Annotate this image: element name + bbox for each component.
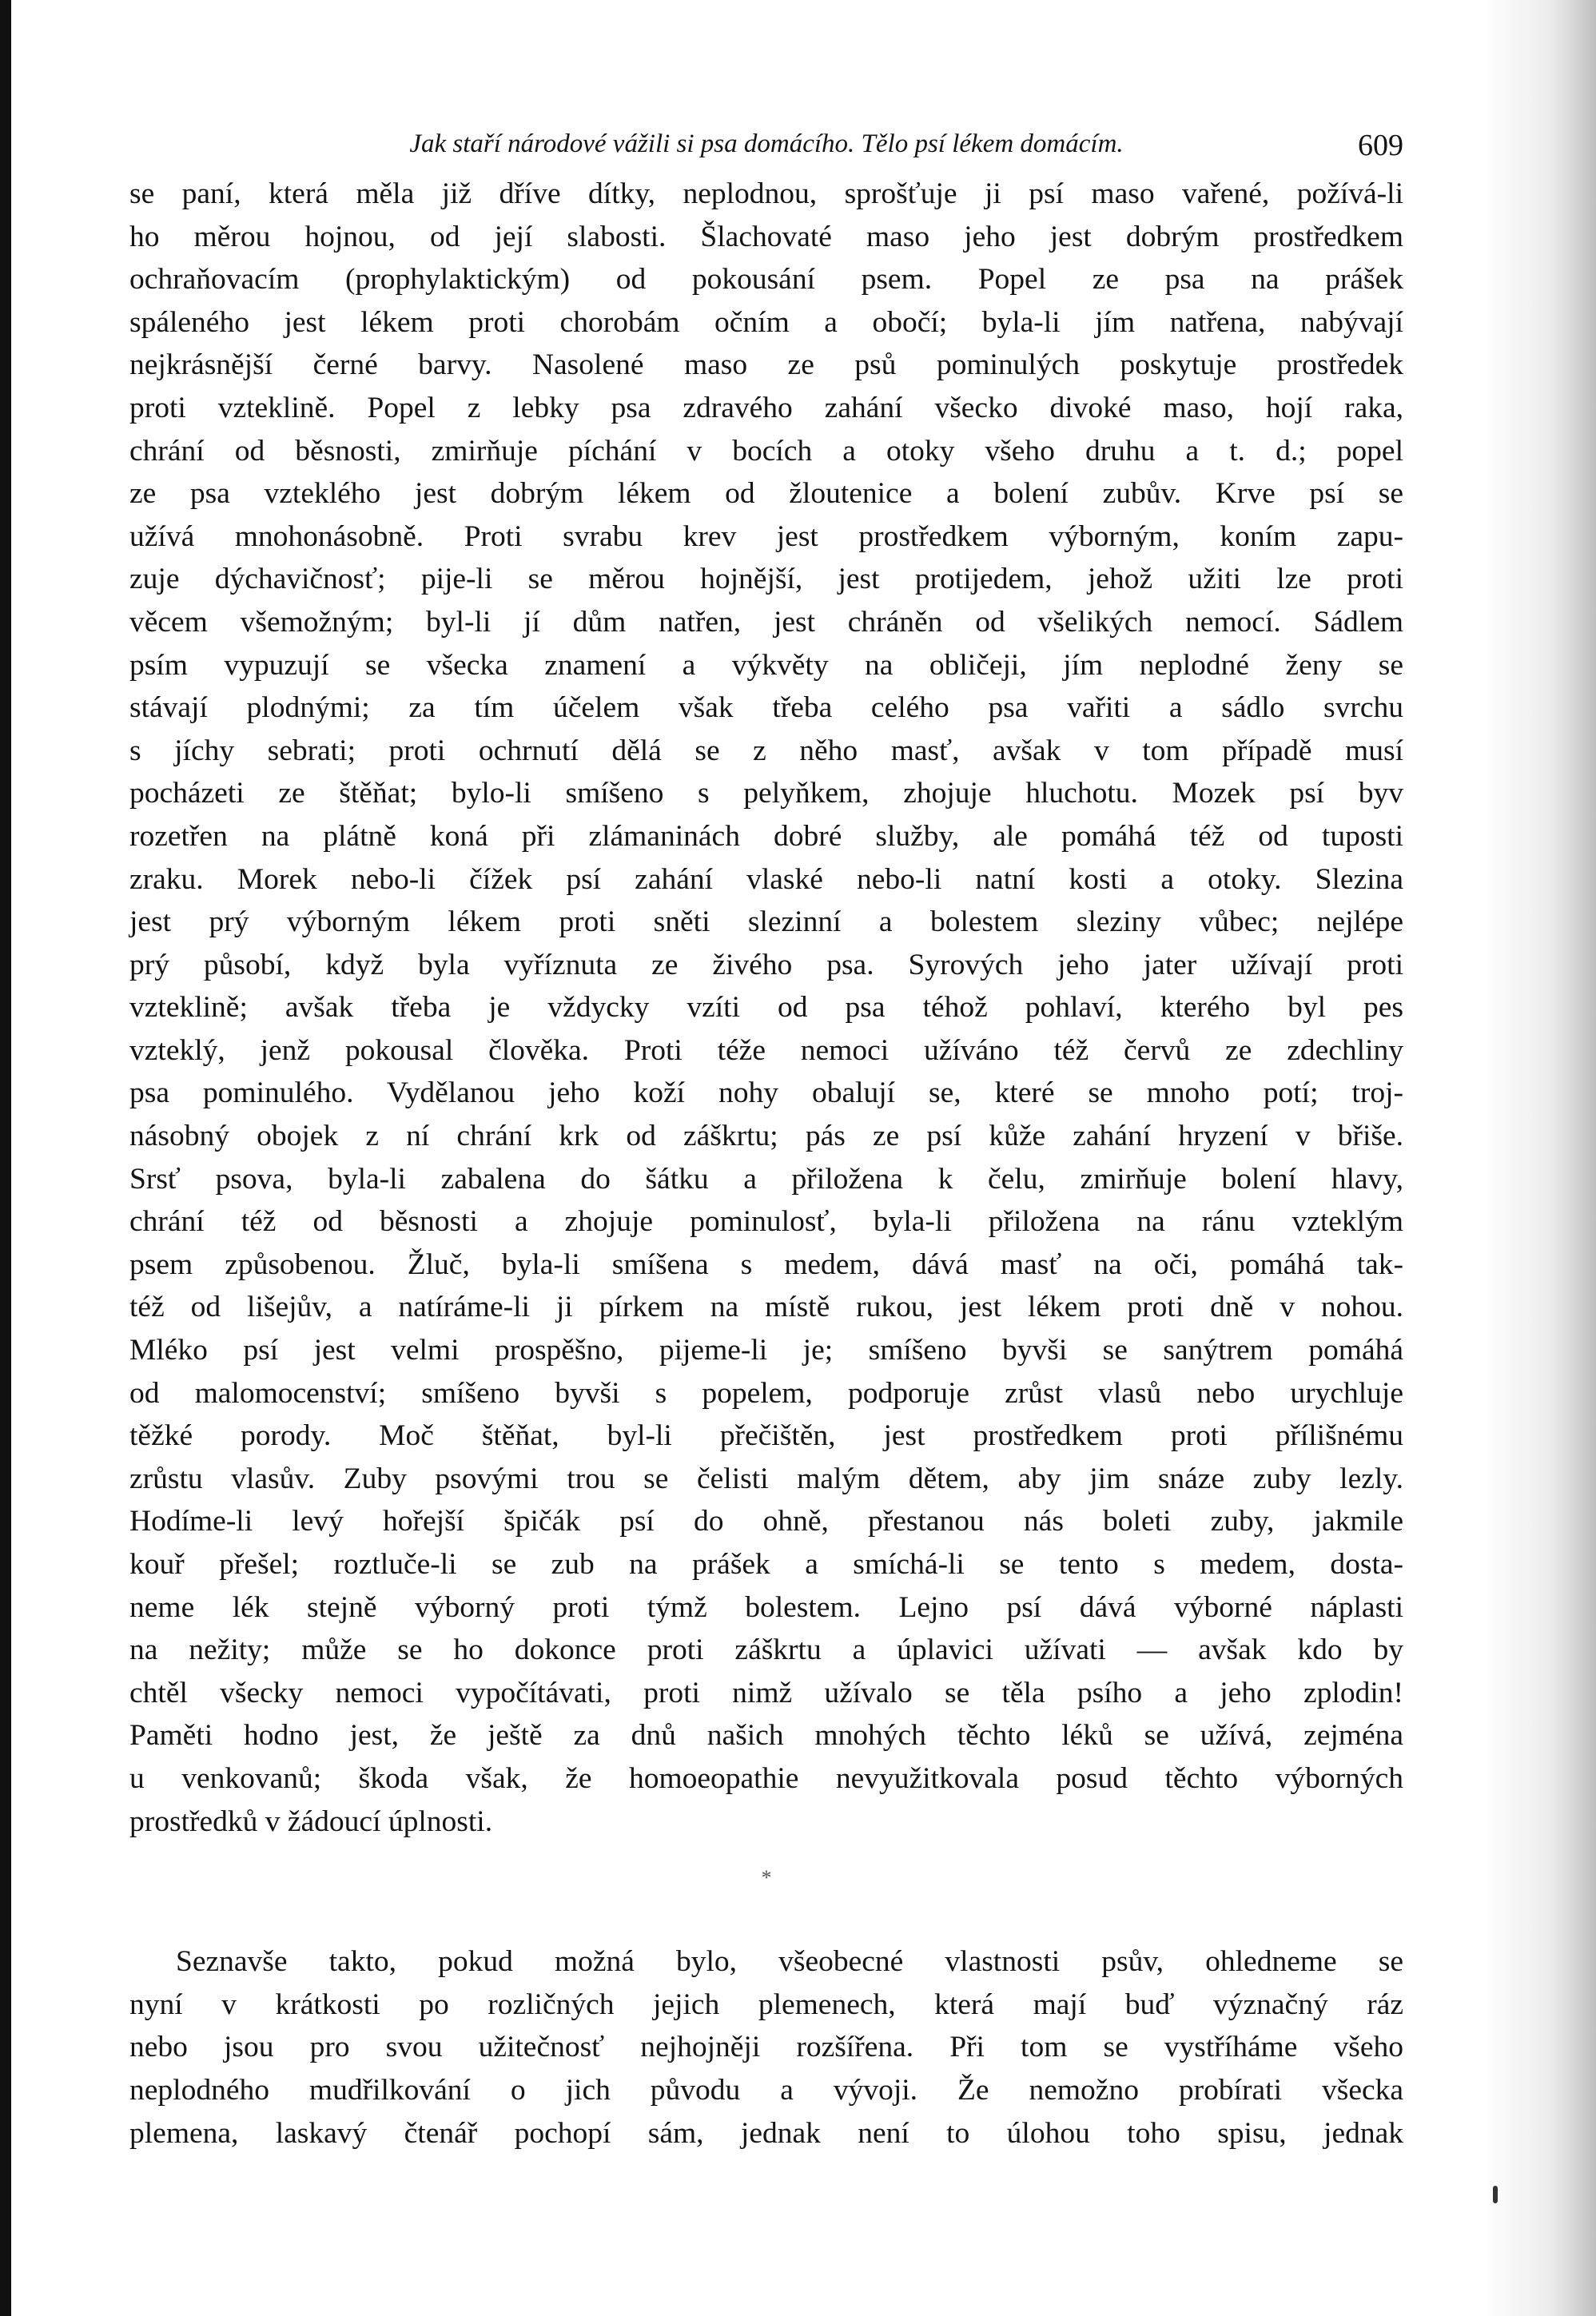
text-line: plemena, laskavý čtenář pochopí sám, jednak není to úlohou toho spisu, jednak (129, 2116, 1403, 2150)
text-line: psím vypuzují se všecka znamení a výkvěty na obličeji, jím neplodné ženy se (129, 648, 1403, 682)
text-line: neplodného mudřilkování o jich původu a vývoji. Že nemožno probírati všecka (129, 2073, 1403, 2107)
text-line: Paměti hodno jest, že ještě za dnů našich mnohých těchto léků se užívá, zejména (129, 1719, 1403, 1753)
book-page (129, 120, 1403, 2155)
text-line: ochraňovacím (prophylaktickým) od pokousání psem. Popel ze psa na prášek (129, 263, 1403, 296)
text-line: od malomocenství; smíšeno byvši s popelem, podporuje zrůst vlasů nebo urychluje (129, 1376, 1403, 1410)
text-line: na nežity; může se ho dokonce proti záškrtu a úplavici užívati — avšak kdo by (129, 1634, 1403, 1667)
text-line: též od lišejův, a natíráme-li ji pírkem na místě rukou, jest lékem proti dně v nohou. (129, 1291, 1403, 1324)
text-line: s jíchy sebrati; proti ochrnutí dělá se z něho masť, avšak v tom případě musí (129, 734, 1403, 767)
text-line: těžké porody. Moč štěňat, byl-li přečištěn, jest prostředkem proti přílišnému (129, 1419, 1403, 1453)
text-line: ze psa vzteklého jest dobrým lékem od žloutenice a bolení zubův. Krve psí se (129, 477, 1403, 511)
text-line: nebo jsou pro svou užitečnosť nejhojněji rozšířena. Při tom se vystříháme všeho (129, 2031, 1403, 2064)
text-line: jest prý výborným lékem proti sněti slezinní a bolestem sleziny vůbec; nejlépe (129, 905, 1403, 939)
section-separator: * (761, 1866, 772, 1890)
text-line: psem způsobenou. Žluč, byla-li smíšena s medem, dává masť na oči, pomáhá tak- (129, 1248, 1403, 1281)
text-line: stávají plodnými; za tím účelem však třeba celého psa vařiti a sádlo svrchu (129, 691, 1403, 725)
text-line: nejkrásnější černé barvy. Nasolené maso ze psů pominulých poskytuje prostředek (129, 348, 1403, 382)
text-line: neme lék stejně výborný proti týmž bolestem. Lejno psí dává výborné náplasti (129, 1590, 1403, 1624)
text-line: vzteklý, jenž pokousal člověka. Proti téže nemoci užíváno též červů ze zdechliny (129, 1033, 1403, 1067)
scan-shadow (1484, 0, 1596, 2316)
text-line: násobný obojek z ní chrání krk od záškrtu; pás ze psí kůže zahání hryzení v břiše. (129, 1120, 1403, 1153)
header-title: Jak staří národové vážili si psa domácího. Tělo psí lékem domácím. (409, 129, 1124, 158)
text-line: prý působí, když byla vyříznuta ze živého psa. Syrových jeho jater užívají proti (129, 948, 1403, 981)
text-line: proti vzteklině. Popel z lebky psa zdravého zahání všecko divoké maso, hojí raka, (129, 391, 1403, 424)
text-line: zuje dýchavičnosť; pije-li se měrou hojnější, jest protijedem, jehož užiti lze proti (129, 563, 1403, 596)
text-line: se paní, která měla již dříve dítky, neplodnou, sprošťuje ji psí maso vařené, požívá-li (129, 177, 1403, 210)
text-line: věcem všemožným; byl-li jí dům natřen, jest chráněn od všelikých nemocí. Sádlem (129, 605, 1403, 639)
text-line: ho měrou hojnou, od její slabosti. Šlachovaté maso jeho jest dobrým prostředkem (129, 220, 1403, 253)
text-line: zrůstu vlasův. Zuby psovými trou se čelisti malým dětem, aby jim snáze zuby lezly. (129, 1462, 1403, 1495)
running-header (129, 120, 1403, 168)
text-line: chtěl všecky nemoci vypočítávati, proti nimž užívalo se těla psího a jeho zplodin! (129, 1676, 1403, 1709)
scan-speck (1493, 2186, 1498, 2203)
text-line: chrání též od běsnosti a zhojuje pominulosť, byla-li přiložena na ránu vzteklým (129, 1205, 1403, 1239)
text-line: rozetřen na plátně koná při zlámaninách dobré služby, ale pomáhá též od tuposti (129, 819, 1403, 853)
text-line: Mléko psí jest velmi prospěšno, pijeme-li je; smíšeno byvši se sanýtrem pomáhá (129, 1334, 1403, 1367)
text-line: pocházeti ze štěňat; bylo-li smíšeno s pelyňkem, zhojuje hluchotu. Mozek psí byv (129, 777, 1403, 810)
text-line: Srsť psova, byla-li zabalena do šátku a přiložena k čelu, zmirňuje bolení hlavy, (129, 1162, 1403, 1196)
text-line: Hodíme-li levý hořejší špičák psí do ohně, přestanou nás boleti zuby, jakmile (129, 1505, 1403, 1538)
text-line: nyní v krátkosti po rozličných jejich plemenech, která mají buď význačný ráz (129, 1988, 1403, 2021)
text-line: psa pominulého. Vydělanou jeho koží nohy obalují se, které se mnoho potí; troj- (129, 1076, 1403, 1110)
body-paragraph-1 (129, 173, 1403, 1843)
scan-border (0, 0, 11, 2316)
text-line: Seznavše takto, pokud možná bylo, všeobecné vlastnosti psův, ohledneme se (176, 1945, 1403, 1979)
text-line: užívá mnohonásobně. Proti svrabu krev jest prostředkem výborným, koním zapu- (129, 519, 1403, 553)
text-line: spáleného jest lékem proti chorobám očním a obočí; byla-li jím natřena, nabývají (129, 305, 1403, 339)
body-paragraph-2 (129, 1940, 1403, 2155)
text-line: vzteklině; avšak třeba je vždycky vzíti od psa téhož pohlaví, kterého byl pes (129, 991, 1403, 1025)
text-line: prostředků v žádoucí úplnosti. (129, 1805, 493, 1838)
text-line: chrání od běsnosti, zmirňuje píchání v bocích a otoky všeho druhu a t. d.; popel (129, 434, 1403, 468)
text-line: u venkovanů; škoda však, že homoeopathie nevyužitkovala posud těchto výborných (129, 1761, 1403, 1795)
page-number: 609 (1358, 129, 1403, 162)
text-line: zraku. Morek nebo-li čížek psí zahání vlaské nebo-li natní kosti a otoky. Slezina (129, 862, 1403, 896)
text-line: kouř přešel; roztluče-li se zub na prášek a smíchá-li se tento s medem, dosta- (129, 1548, 1403, 1581)
